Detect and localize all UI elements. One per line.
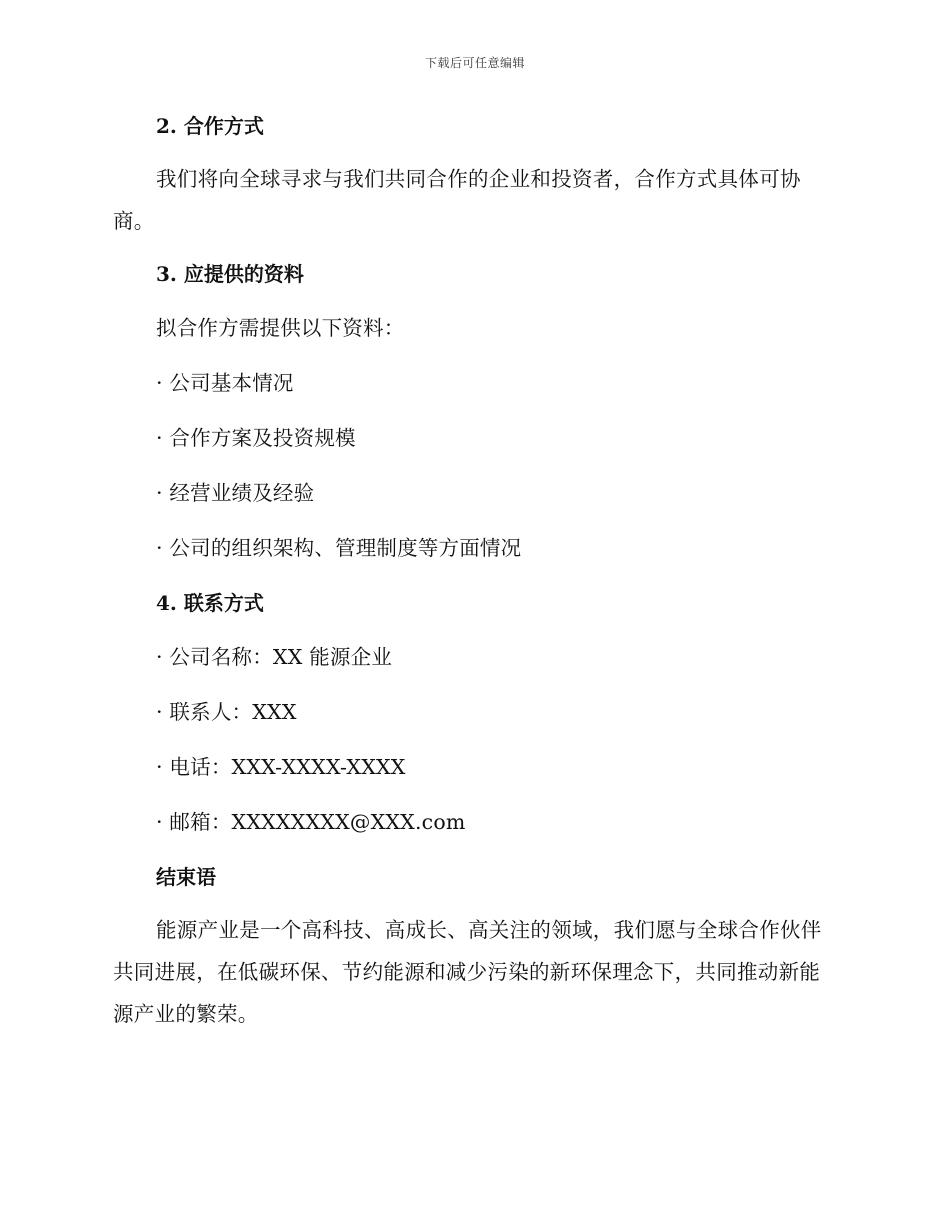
materials-intro: 拟合作方需提供以下资料： <box>156 316 405 340</box>
list-item: · 公司基本情况 <box>156 371 294 395</box>
contact-email: · 邮箱：XXXXXXXX@XXX.com <box>156 810 466 834</box>
section-heading-cooperation: 2. 合作方式 <box>156 114 264 138</box>
list-item: · 合作方案及投资规模 <box>156 426 356 450</box>
contact-company: · 公司名称：XX 能源企业 <box>156 645 393 669</box>
section-heading-conclusion: 结束语 <box>156 865 216 889</box>
conclusion-paragraph: 能源产业是一个高科技、高成长、高关注的领域，我们愿与全球合作伙伴共同进展，在低碳环保、节约能源和减少污染的新环保理念下，共同推动新能源产业的繁荣。 <box>113 918 822 1026</box>
list-item: · 公司的组织架构、管理制度等方面情况 <box>156 536 522 560</box>
contact-phone: · 电话：XXX-XXXX-XXXX <box>156 755 406 779</box>
contact-person: · 联系人：XXX <box>156 700 297 724</box>
section-heading-contact: 4. 联系方式 <box>156 591 264 615</box>
document-body <box>113 104 833 1045</box>
header-note: 下载后可任意编辑 <box>424 56 525 70</box>
section-heading-materials: 3. 应提供的资料 <box>156 262 304 286</box>
cooperation-paragraph: 我们将向全球寻求与我们共同合作的企业和投资者，合作方式具体可协商。 <box>113 167 801 233</box>
list-item: · 经营业绩及经验 <box>156 481 315 505</box>
